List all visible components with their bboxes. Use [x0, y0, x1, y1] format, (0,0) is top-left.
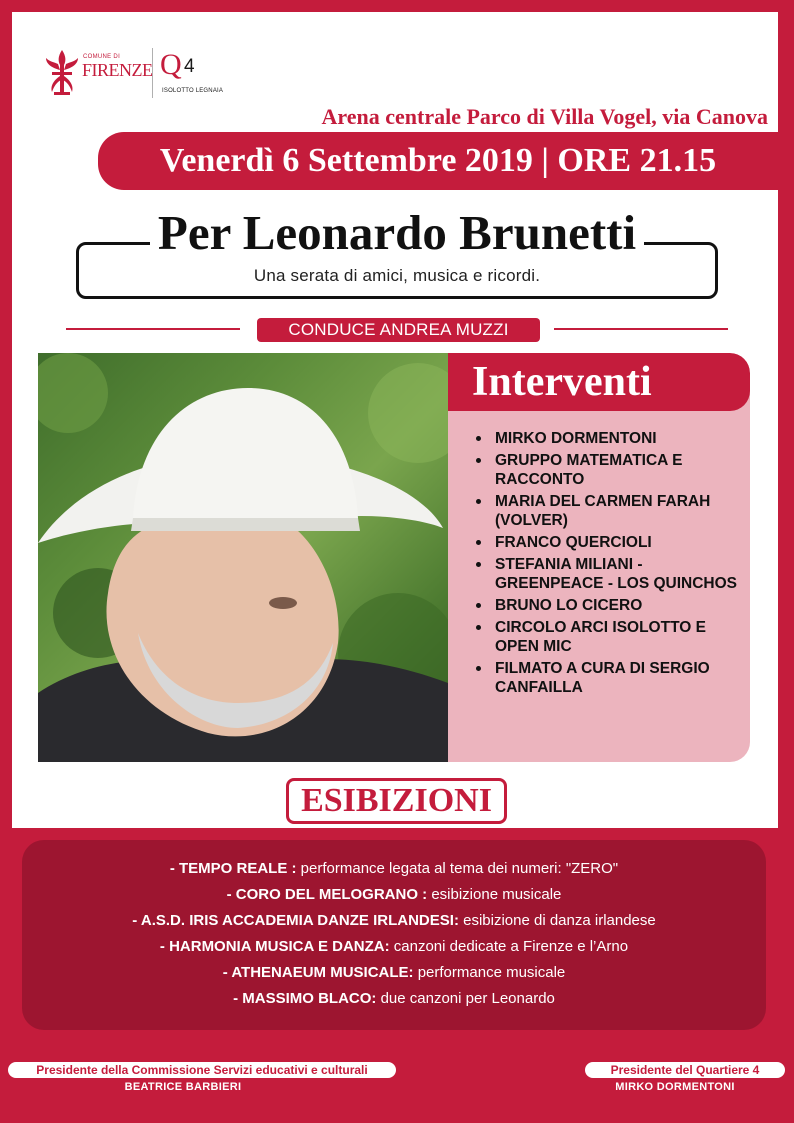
host-label: CONDUCE ANDREA MUZZI [257, 318, 540, 342]
q4-letter: Q [160, 48, 182, 81]
list-item: FRANCO QUERCIOLI [474, 533, 744, 552]
list-item: STEFANIA MILIANI - GREENPEACE - LOS QUINCHOS [474, 555, 744, 593]
list-item [22, 986, 766, 1012]
performance-desc: performance musicale [413, 964, 566, 981]
event-subtitle: Una serata di amici, musica e ricordi. [253, 266, 541, 285]
list-item: MIRKO DORMENTONI [474, 429, 744, 448]
list-item: FILMATO A CURA DI SERGIO CANFAILLA [474, 659, 744, 697]
logo-area [44, 46, 244, 102]
venue-label: Arena centrale Parco di Villa Vogel, via Canova [321, 104, 768, 129]
signature-left-role: Presidente della Commissione Servizi educativi e culturali [8, 1062, 396, 1078]
list-item: MARIA DEL CARMEN FARAH (VOLVER) [474, 492, 744, 530]
divider-left [66, 328, 240, 330]
signature-left-name: BEATRICE BARBIERI [124, 1081, 242, 1093]
event-title-wrap [0, 205, 794, 260]
performer-name: - ATHENAEUM MUSICALE: [222, 964, 414, 981]
performance-desc: due canzoni per Leonardo [376, 990, 555, 1007]
date-banner: Venerdì 6 Settembre 2019 | ORE 21.15 [98, 132, 778, 190]
list-item [22, 908, 766, 934]
firenze-label: FIRENZE [82, 60, 153, 80]
event-title: Per Leonardo Brunetti [150, 205, 644, 260]
comune-small-label: COMUNE DI [83, 54, 121, 60]
performance-desc: esibizione di danza irlandese [458, 912, 656, 929]
performer-name: - CORO DEL MELOGRANO : [226, 886, 428, 903]
esibizioni-list [22, 856, 766, 1012]
interventi-list [474, 429, 744, 700]
list-item [22, 934, 766, 960]
list-item [22, 856, 766, 882]
q4-subtitle: ISOLOTTO LEGNAIA [162, 88, 224, 94]
performance-desc: canzoni dedicate a Firenze e l’Arno [389, 938, 629, 955]
esibizioni-heading: ESIBIZIONI [286, 778, 507, 824]
performer-name: - HARMONIA MUSICA E DANZA: [159, 938, 390, 955]
esibizioni-panel [22, 840, 766, 1030]
signature-right-name: MIRKO DORMENTONI [615, 1081, 735, 1093]
portrait-photo [38, 353, 448, 762]
q4-number: 4 [184, 56, 195, 77]
signature-right-role: Presidente del Quartiere 4 [585, 1062, 785, 1078]
list-item [22, 882, 766, 908]
portrait-illustration [38, 353, 448, 762]
performer-name: - MASSIMO BLACO: [233, 990, 377, 1007]
divider-right [554, 328, 728, 330]
interventi-panel [448, 353, 750, 762]
performer-name: - A.S.D. IRIS ACCADEMIA DANZE IRLANDESI: [132, 912, 459, 929]
performance-desc: esibizione musicale [427, 886, 562, 903]
logo-divider [152, 48, 153, 98]
list-item: BRUNO LO CICERO [474, 596, 744, 615]
florentine-lily-icon [44, 50, 80, 96]
performance-desc: performance legata al tema dei numeri: "ZERO" [296, 860, 619, 877]
list-item: GRUPPO MATEMATICA E RACCONTO [474, 451, 744, 489]
performer-name: - TEMPO REALE : [169, 860, 297, 877]
list-item: CIRCOLO ARCI ISOLOTTO E OPEN MIC [474, 618, 744, 656]
list-item [22, 960, 766, 986]
interventi-heading: Interventi [448, 353, 750, 411]
